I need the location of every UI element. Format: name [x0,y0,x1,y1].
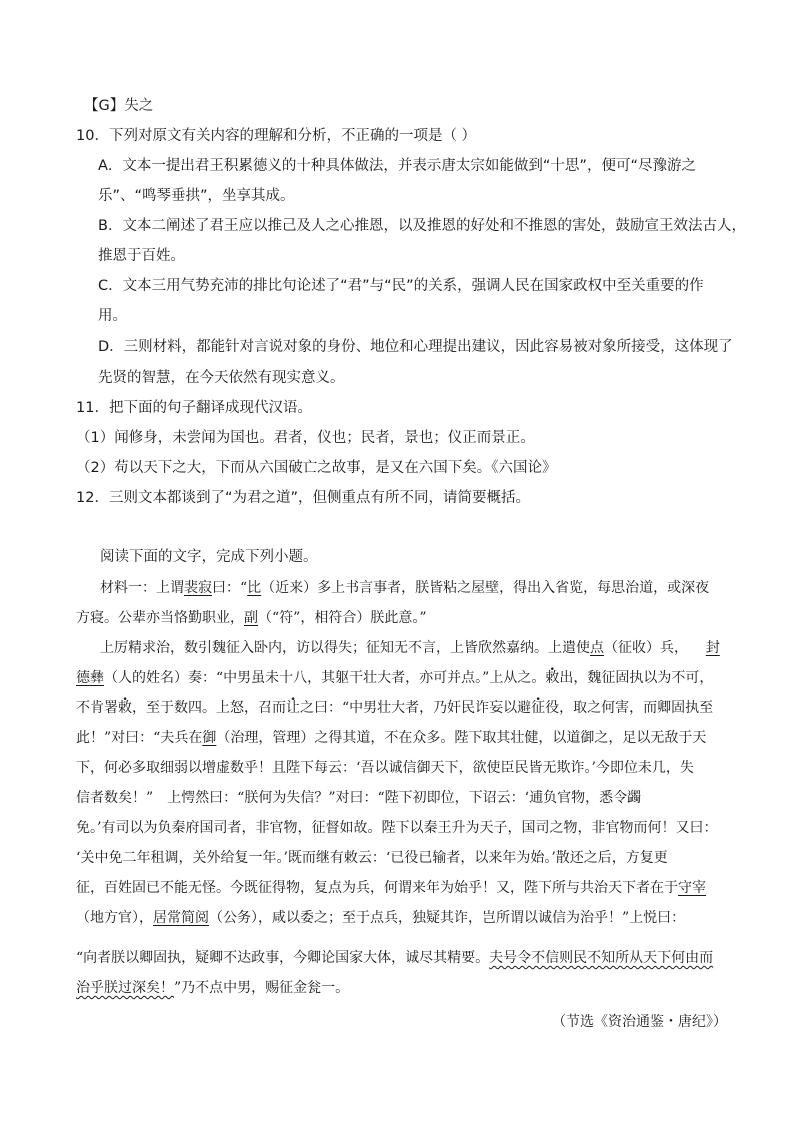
q10-option-d-line1: D．三则材料，都能针对言说对象的身份、地位和心理提出建议，因此容易被对象所接受，这体现了 [98,339,733,355]
passage-line: 方寝。公辈亦当恪勤职业，副（“符”，相符合）朕此意。” [76,610,427,626]
passage-line: 材料一：上谓裴寂曰：“比（近来）多上书言事者，朕皆粘之屋壁，得出入省览，每思治道，或深夜 [100,580,710,596]
term-deyi: 德彝 [76,670,104,686]
term-peiji: 裴寂 [184,580,212,596]
term-dian: 点 [590,640,604,656]
passage-line: 德彝（人的姓名）奏：“中男虽未十八，其躯干壮大者，亦可并点。”上从之。敕出，魏征固执以为不可， [76,670,714,686]
passage-line: 下，何必多取细弱以增虚数乎！且陛下每云：‘吾以诚信御天下，欲使臣民皆无欺诈。’今即位未几，失 [76,760,694,776]
term-rang: 让 [286,700,300,716]
q10-stem: 10．下列对原文有关内容的理解和分析，不正确的一项是（ ） [76,128,477,144]
passage-line: 免。’有司以为负秦府国司者，非官物，征督如故。陛下以秦王升为天子，国司之物，非官物而何！又曰： [76,820,718,836]
term-feng: 封 [705,640,720,656]
q10-option-a-line2: 乐”、“鸣琴垂拱”，坐享其成。 [98,188,295,204]
reading-intro: 阅读下面的文字，完成下列小题。 [100,549,318,565]
q10-option-c-line1: C．文本三用气势充沛的排比句论述了“君”与“民”的关系，强调人民在国家政权中至关重要的作 [98,278,704,294]
term-shouzai: 守宰 [678,880,706,896]
q10-option-c-line2: 用。 [98,308,127,324]
prev-option-g: 【G】失之 [84,98,154,114]
passage-line: 上厉精求治，数引魏征入卧内，访以得失；征知无不言，上皆欣然嘉纳。上遣使点（征收）兵， 封 [100,640,720,656]
q10-option-b-line2: 推恩于百姓。 [98,248,185,264]
term-zheng: 征 [531,700,546,716]
passage-line: （地方官），居常简阅（公务），咸以委之；至于点兵，独疑其诈，岂所谓以诚信为治乎！”上悦曰： [76,910,686,926]
passage-line: 征，百姓固已不能无怪。今既征得物，复点为兵，何谓来年为始乎！又，陛下所与共治天下者在于守宰 [76,880,706,896]
passage-line: 此！”对曰：“夫兵在御（治理，管理）之得其道，不在众多。陛下取其壮健，以道御之，足以无敌于天 [76,730,707,746]
q11-stem: 11．把下面的句子翻译成现代汉语。 [76,400,312,416]
q11-sentence-1: （1）闻修身，未尝闻为国也。君者，仪也；民者，景也；仪正而景正。 [76,430,535,446]
passage-line: 不肯署敕，至于数四。上怒，召而让之曰：“中男壮大者，乃奸民诈妄以避征役，取之何害，而卿固执至 [76,700,714,716]
source-citation: （节选《资治通鉴・唐纪》） [552,1014,727,1030]
passage-line: ‘关中免二年租调，关外给复一年。’既而继有敕云：‘已役已输者，以来年为始。’散还之后，方复更 [76,850,668,866]
term-chi-2: 敕 [118,700,132,716]
term-fu: 副 [244,610,258,626]
passage-line: 信者数矣！” 上愕然曰：“朕何为失信？”对曰：“陛下初即位，下诏云：‘逋负官物，悉令蠲 [76,790,642,806]
q10-option-d-line2: 先贤的智慧，在今天依然有现实意义。 [98,370,345,386]
translation-target-end: 治乎朕过深矣！ [76,980,174,996]
q12-stem: 12．三则文本都谈到了“为君之道”，但侧重点有所不同，请简要概括。 [76,490,530,506]
passage-line: “向者朕以卿固执，疑卿不达政事，今卿论国家大体，诚尽其精要。夫号令不信则民不知所从天下何由而 [76,950,714,966]
translation-target: 夫号令不信则民不知所从天下何由而 [489,950,714,966]
q11-sentence-2: （2）苟以天下之大，下而从六国破亡之故事，是又在六国下矣。《六国论》 [76,460,557,476]
term-yu: 御 [202,730,217,746]
term-bi: 比 [247,580,262,596]
passage-line: 治乎朕过深矣！”乃不点中男，赐征金瓮一。 [76,980,350,996]
term-chi: 敕 [545,670,560,686]
q10-option-b-line1: B．文本二阐述了君王应以推己及人之心推恩，以及推恩的好处和不推恩的害处，鼓励宣王效法古人， [98,218,746,234]
term-jianyue: 居常简阅 [153,910,209,926]
q10-option-a-line1: A．文本一提出君王积累德义的十种具体做法，并表示唐太宗如能做到“十思”，便可“尽豫游之 [98,158,696,174]
